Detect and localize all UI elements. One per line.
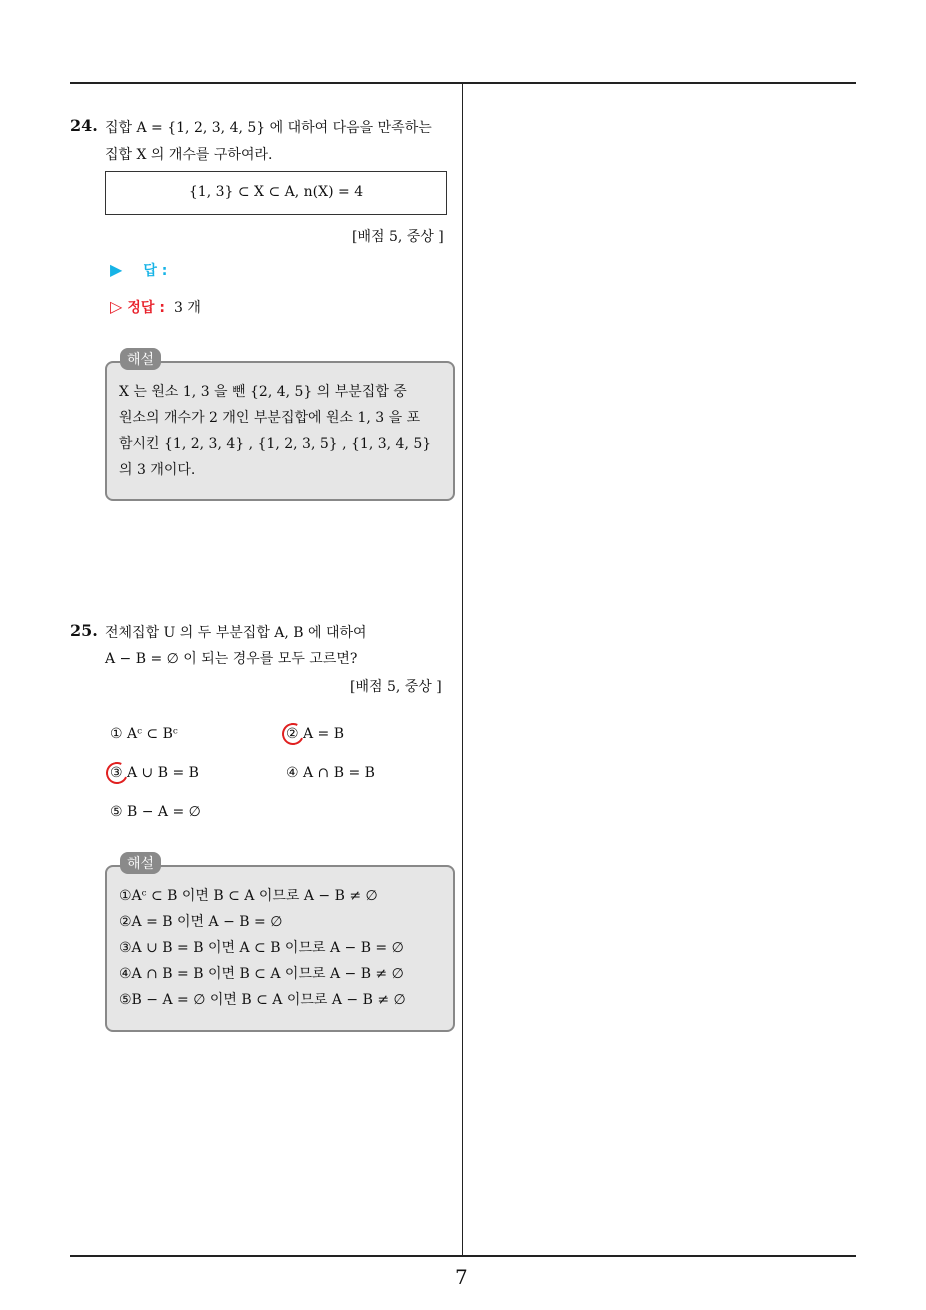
q25-expl-line: ⑤B − A = ∅ 이면 B ⊂ A 이므로 A − B ≠ ∅	[119, 992, 406, 1008]
q25-explanation-box	[105, 865, 455, 1032]
q24-expl-line: 함시킨 {1, 2, 3, 4} , {1, 2, 3, 5} , {1, 3, 4, 5}	[119, 436, 432, 452]
q25-expl-line: ③A ∪ B = B 이면 A ⊂ B 이므로 A − B = ∅	[119, 940, 404, 956]
q24-score: [배점 5, 중상 ]	[352, 229, 444, 245]
q24-expl-line: 의 3 개이다.	[119, 462, 196, 478]
q24-explanation-tag: 해설	[120, 348, 161, 370]
q24-expl-line: 원소의 개수가 2 개인 부분집합에 원소 1, 3 을 포	[119, 410, 421, 426]
q24-condition-box	[105, 171, 447, 215]
choice-3-circle-mark	[103, 759, 131, 787]
choice-2-circle-mark	[279, 720, 307, 748]
q24-explanation-body	[119, 379, 431, 483]
choice-1[interactable]: ① Aᶜ ⊂ Bᶜ	[110, 726, 178, 742]
q24-answer-row	[110, 260, 167, 280]
choice-3[interactable]: ③ A ∪ B = B	[110, 765, 199, 781]
q24-condition: {1, 3} ⊂ X ⊂ A, n(X) = 4	[188, 184, 364, 200]
q24-text-line1: 집합 A = {1, 2, 3, 4, 5} 에 대하여 다음을 만족하는	[105, 120, 432, 136]
q25-score: [배점 5, 중상 ]	[350, 679, 442, 695]
correct-label: 정답 :	[127, 300, 165, 316]
q25-explanation-tag: 해설	[120, 852, 161, 874]
choice-5[interactable]: ⑤ B − A = ∅	[110, 804, 201, 820]
top-rule	[70, 82, 856, 84]
q24-correct-row	[110, 297, 201, 317]
q25-explanation-body	[119, 883, 406, 1013]
q24-text-line2: 집합 X 의 개수를 구하여라.	[105, 147, 273, 163]
answer-label: 답 :	[143, 263, 168, 279]
q25-number: 25.	[70, 621, 98, 640]
q24-explanation-box	[105, 361, 455, 501]
answer-arrow-icon: ▶	[110, 260, 123, 279]
q25-expl-line: ①Aᶜ ⊂ B 이면 B ⊂ A 이므로 A − B ≠ ∅	[119, 888, 378, 904]
q24-expl-line: X 는 원소 1, 3 을 뺀 {2, 4, 5} 의 부분집합 중	[119, 384, 407, 400]
q25-expl-line: ④A ∩ B = B 이면 B ⊂ A 이므로 A − B ≠ ∅	[119, 966, 404, 982]
choice-2[interactable]: ② A = B	[286, 726, 345, 742]
q24-number: 24.	[70, 116, 98, 135]
q25-text-line1: 전체집합 U 의 두 부분집합 A, B 에 대하여	[105, 625, 367, 641]
bottom-rule	[70, 1255, 856, 1257]
correct-value: 3 개	[174, 300, 201, 316]
page-number: 7	[455, 1265, 468, 1289]
correct-arrow-icon: ▷	[110, 297, 123, 316]
q25-expl-line: ②A = B 이면 A − B = ∅	[119, 914, 283, 930]
q25-text-line2: A − B = ∅ 이 되는 경우를 모두 고르면?	[105, 651, 358, 667]
column-divider	[462, 82, 463, 1257]
choice-4[interactable]: ④ A ∩ B = B	[286, 765, 375, 781]
